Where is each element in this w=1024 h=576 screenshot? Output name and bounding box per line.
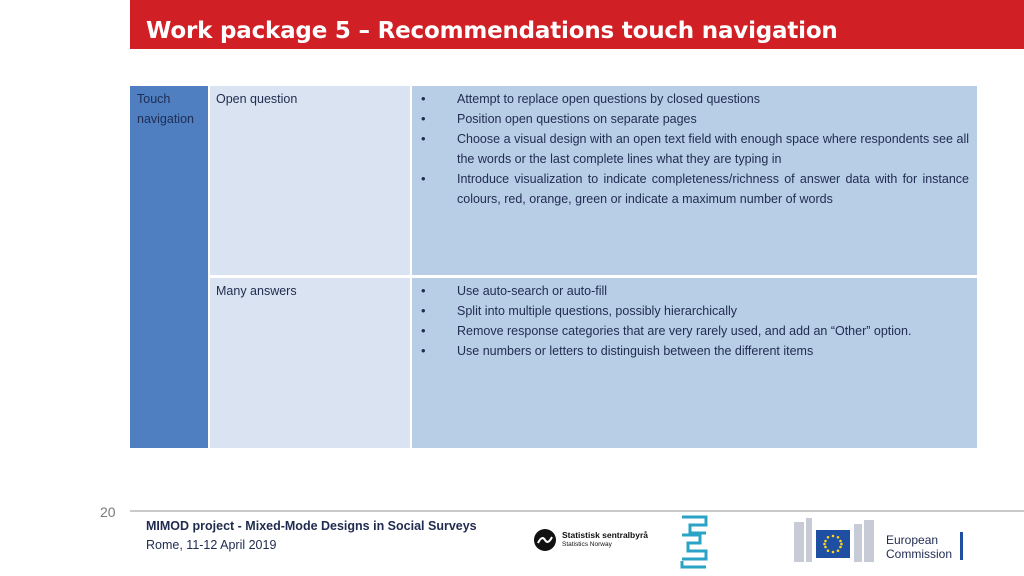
recommendation-item — [420, 301, 969, 321]
bullet-icon: • — [421, 343, 426, 358]
recommendation-text: Choose a visual design with an open text field with enough space where respondents see all the words or the last complete lines what they are typing in — [457, 132, 969, 166]
recommendation-text: Split into multiple questions, possibly hierarchically — [457, 304, 737, 318]
bullet-icon: • — [421, 323, 426, 338]
footer-date: Rome, 11-12 April 2019 — [146, 538, 277, 552]
ec-name-line2: Commission — [886, 547, 953, 561]
recommendation-item — [420, 129, 969, 169]
recommendation-text: Attempt to replace open questions by closed questions — [457, 92, 760, 106]
bullet-icon: • — [421, 111, 426, 126]
recommendation-text: Use auto-search or auto-fill — [457, 284, 608, 298]
recommendations-table — [130, 86, 977, 448]
recommendation-text: Remove response categories that are very rarely used, and add an “Other” option. — [457, 324, 912, 338]
recommendation-text: Introduce visualization to indicate completeness/richness of answer data with for instance colours, red, orange, green or indicate a maximum number of words — [457, 172, 969, 206]
bullet-icon: • — [421, 283, 426, 298]
ssb-logo — [534, 527, 664, 553]
ec-name-line1: European — [886, 533, 939, 547]
topic-cell: Touch navigation — [130, 86, 208, 448]
recommendation-text: Position open questions on separate pages — [457, 112, 697, 126]
recommendation-list — [420, 281, 969, 361]
ssb-logo-icon — [534, 529, 556, 551]
ssb-subtitle: Statistics Norway — [562, 541, 612, 548]
recommendation-item — [420, 281, 969, 301]
page-number: 20 — [100, 504, 116, 520]
bullet-icon: • — [421, 303, 426, 318]
recommendation-item — [420, 109, 969, 129]
european-commission-logo — [790, 516, 970, 564]
eu-flag-icon — [816, 530, 850, 558]
ec-name — [886, 533, 952, 561]
recommendations-cell — [412, 86, 977, 275]
footer-project: MIMOD project - Mixed-Mode Designs in Social Surveys — [146, 519, 477, 533]
page-title: Work package 5 – Recommendations touch navigation — [146, 18, 838, 44]
ssb-name: Statistisk sentralbyrå — [562, 530, 648, 540]
recommendations-cell — [412, 278, 977, 448]
bullet-icon: • — [421, 91, 426, 106]
recommendation-item — [420, 341, 969, 361]
recommendation-item — [420, 169, 969, 209]
bullet-icon: • — [421, 171, 426, 186]
ec-accent-bar — [960, 532, 963, 560]
footer-divider — [130, 510, 1024, 512]
title-bar — [130, 0, 1024, 49]
bullet-icon: • — [421, 131, 426, 146]
cbs-logo-icon — [676, 513, 712, 569]
recommendation-item — [420, 89, 969, 109]
subtopic-cell: Many answers — [210, 278, 410, 448]
recommendation-text: Use numbers or letters to distinguish between the different items — [457, 344, 814, 358]
recommendation-list — [420, 89, 969, 209]
subtopic-cell: Open question — [210, 86, 410, 275]
recommendation-item — [420, 321, 969, 341]
